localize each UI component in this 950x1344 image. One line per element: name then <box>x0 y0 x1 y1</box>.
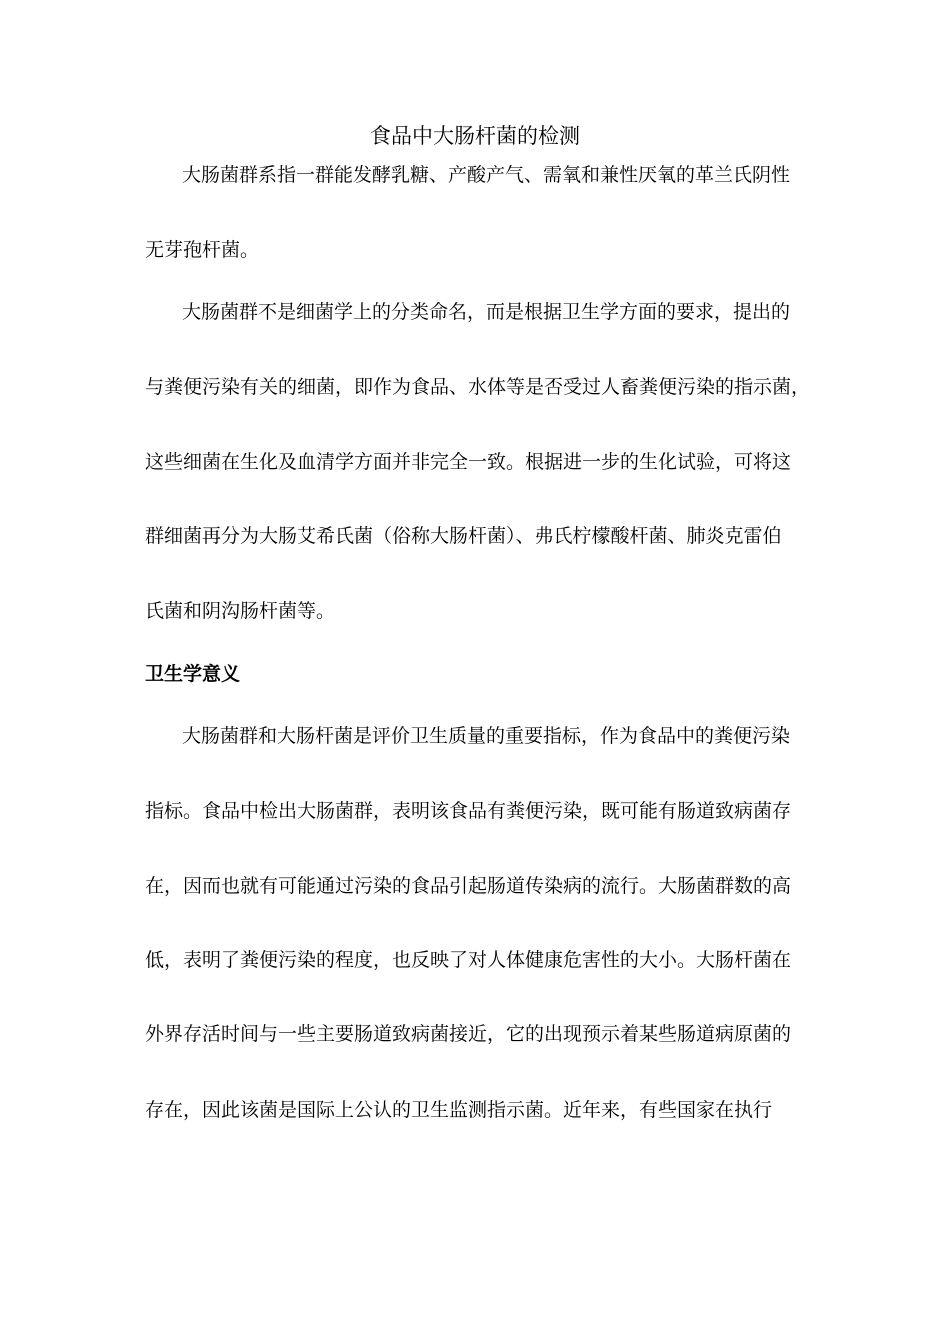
paragraph-line: 与粪便污染有关的细菌，即作为食品、水体等是否受过人畜粪便污染的指示菌， <box>145 376 811 398</box>
paragraph-line: 无芽孢杆菌。 <box>145 239 260 261</box>
document-title: 食品中大肠杆菌的检测 <box>370 124 580 148</box>
paragraph-line: 大肠菌群和大肠杆菌是评价卫生质量的重要指标，作为食品中的粪便污染 <box>182 725 791 747</box>
paragraph-line: 外界存活时间与一些主要肠道致病菌接近，它的出现预示着某些肠道病原菌的 <box>145 1023 792 1045</box>
paragraph-line: 低，表明了粪便污染的程度，也反映了对人体健康危害性的大小。大肠杆菌在 <box>145 949 792 971</box>
paragraph-line: 存在，因此该菌是国际上公认的卫生监测指示菌。近年来，有些国家在执行 <box>145 1099 773 1121</box>
paragraph-line: 指标。食品中检出大肠菌群，表明该食品有粪便污染，既可能有肠道致病菌存 <box>145 800 792 822</box>
paragraph-line: 在，因而也就有可能通过污染的食品引起肠道传染病的流行。大肠菌群数的高 <box>145 875 792 897</box>
paragraph-line: 氏菌和阴沟肠杆菌等。 <box>145 600 336 622</box>
paragraph-line: 群细菌再分为大肠艾希氏菌（俗称大肠杆菌）、弗氏柠檬酸杆菌、肺炎克雷伯 <box>145 525 782 547</box>
paragraph-line: 大肠菌群不是细菌学上的分类命名，而是根据卫生学方面的要求，提出的 <box>182 301 791 323</box>
paragraph-line: 大肠菌群系指一群能发酵乳糖、产酸产气、需氧和兼性厌氧的革兰氏阴性 <box>182 164 791 186</box>
paragraph-line: 这些细菌在生化及血清学方面并非完全一致。根据进一步的生化试验，可将这 <box>145 451 792 473</box>
section-heading: 卫生学意义 <box>145 663 241 685</box>
